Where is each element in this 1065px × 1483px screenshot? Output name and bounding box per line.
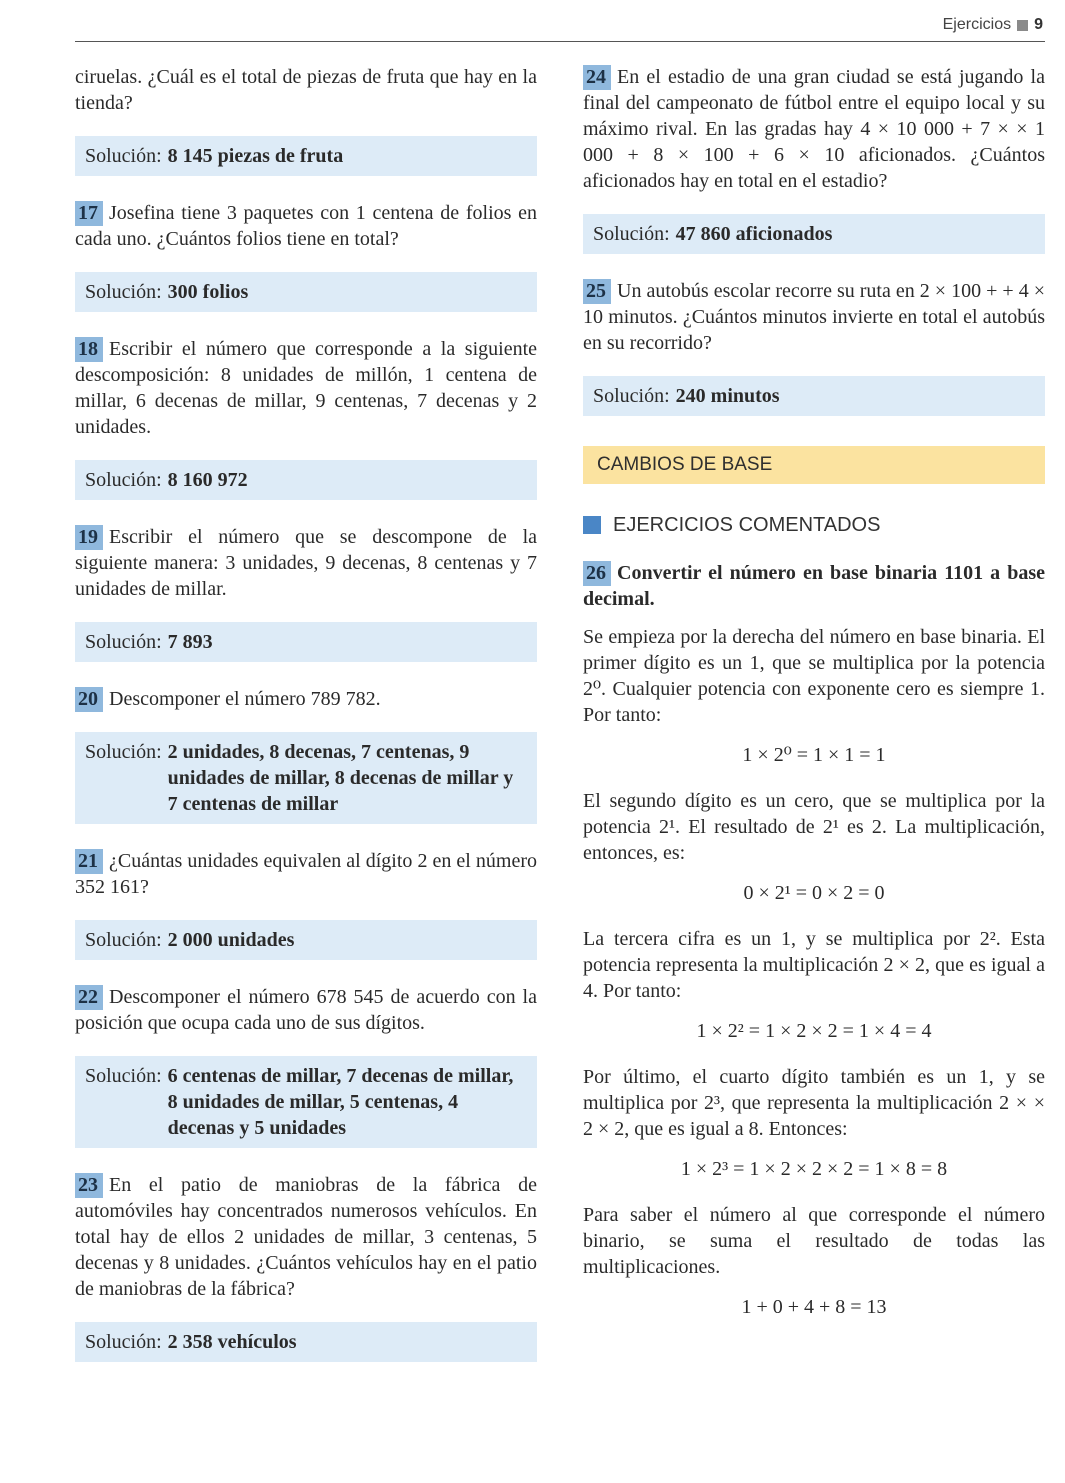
- exercise-number: 20: [75, 687, 103, 712]
- exercise-text: Descomponer el número 678 545 de acuerdo con la posición que ocupa cada uno de sus dígitos.: [75, 986, 537, 1034]
- header-rule: [75, 41, 1045, 42]
- solution-value: 7 893: [167, 631, 213, 653]
- formula: 1 + 0 + 4 + 8 = 13: [741, 1296, 887, 1318]
- solution-label: Solución:: [85, 469, 162, 491]
- subsection-title: EJERCICIOS COMENTADOS: [613, 514, 881, 536]
- exercise-number: 17: [75, 201, 103, 226]
- solution-label: Solución:: [85, 145, 162, 167]
- exercise-text: Un autobús escolar recorre su ruta en 2 × 100 + + 4 × 10 minutos. ¿Cuántos minutos invierte en total el autobús en su recorrido?: [583, 280, 1045, 354]
- solution-box: [75, 460, 537, 500]
- solution-box: [583, 214, 1045, 254]
- solution-box: [75, 920, 537, 960]
- formula: 1 × 2³ = 1 × 2 × 2 × 2 = 1 × 8 = 8: [680, 1158, 948, 1180]
- solution-label: Solución:: [85, 741, 162, 763]
- exercise-17: [75, 200, 537, 252]
- exercise-24: [583, 64, 1045, 194]
- exercise-19: [75, 524, 537, 602]
- formula: 1 × 2⁰ = 1 × 1 = 1: [742, 744, 886, 766]
- left-column: [75, 64, 537, 1386]
- exercise-20: [75, 686, 537, 712]
- running-head-section: Ejercicios: [942, 16, 1012, 33]
- exercise-number: 25: [583, 279, 611, 304]
- solution-label: Solución:: [85, 1331, 162, 1353]
- page-number: 9: [1034, 16, 1043, 33]
- exercise-23: [75, 1172, 537, 1302]
- exercise-number: 23: [75, 1173, 103, 1198]
- exercise-18: [75, 336, 537, 440]
- solution-box: [75, 1056, 537, 1148]
- section-title: CAMBIOS DE BASE: [583, 446, 1045, 484]
- square-icon: [1017, 20, 1028, 31]
- exercise-25: [583, 278, 1045, 356]
- exercise-text: En el patio de maniobras de la fábrica de automóviles hay concentrados numerosos vehículos. En total hay de ellos 2 unidades de millar, 3 centenas, 5 decenas y 8 unidades. ¿Cuántos vehículos hay en el patio de maniobras de la fábrica?: [75, 1174, 537, 1300]
- solution-box: [75, 136, 537, 176]
- solution-value: 6 centenas de millar, 7 decenas de millar, 8 unidades de millar, 5 centenas, 4 decenas y 5 unidades: [167, 1065, 514, 1139]
- explanation-paragraph: Para saber el número al que corresponde el número binario, se suma el resultado de todas las multiplicaciones.: [583, 1204, 1045, 1278]
- exercise-number: 26: [583, 561, 611, 586]
- exercise-number: 21: [75, 849, 103, 874]
- exercise-21: [75, 848, 537, 900]
- solution-label: Solución:: [593, 223, 670, 245]
- solution-label: Solución:: [593, 385, 670, 407]
- right-column: [583, 64, 1045, 1340]
- exercise-number: 24: [583, 65, 611, 90]
- solution-value: 2 000 unidades: [167, 929, 295, 951]
- exercise-text: Convertir el número en base binaria 1101 a base decimal.: [583, 562, 1045, 610]
- solution-label: Solución:: [85, 1065, 162, 1087]
- exercise-text: Descomponer el número 789 782.: [109, 688, 381, 710]
- running-head: [943, 16, 1043, 34]
- solution-box: [75, 272, 537, 312]
- solution-box: [75, 732, 537, 824]
- exercise-number: 22: [75, 985, 103, 1010]
- explanation-paragraph: El segundo dígito es un cero, que se multiplica por la potencia 2¹. El resultado de 2¹ es 2. La multiplicación, entonces, es:: [583, 790, 1045, 864]
- exercise-number: 18: [75, 337, 103, 362]
- formula: 1 × 2² = 1 × 2 × 2 = 1 × 4 = 4: [696, 1020, 932, 1042]
- subsection-heading: [583, 512, 1045, 538]
- exercise-text: En el estadio de una gran ciudad se está jugando la final del campeonato de fútbol entre el equipo local y su máximo rival. En las gradas hay 4 × 10 000 + 7 × × 1 000 + 8 × 100 + 6 × 10 aficionados. ¿Cuántos aficionados hay en total en el estadio?: [583, 66, 1045, 192]
- solution-box: [75, 622, 537, 662]
- exercise-text: Escribir el número que corresponde a la siguiente descomposición: 8 unidades de millón, 1 centena de millar, 6 decenas de millar, 9 centenas, 7 decenas y 2 unidades.: [75, 338, 537, 438]
- exercise-text: Escribir el número que se descompone de la siguiente manera: 3 unidades, 9 decenas, 8 centenas y 7 unidades de millar.: [75, 526, 537, 600]
- exercise-number: 19: [75, 525, 103, 550]
- intro-text: ciruelas. ¿Cuál es el total de piezas de fruta que hay en la tienda?: [75, 66, 537, 114]
- solution-value: 240 minutos: [675, 385, 780, 407]
- solution-label: Solución:: [85, 631, 162, 653]
- exercise-text: ¿Cuántas unidades equivalen al dígito 2 en el número 352 161?: [75, 850, 537, 898]
- solution-label: Solución:: [85, 929, 162, 951]
- exercise-26: [583, 560, 1045, 612]
- formula: 0 × 2¹ = 0 × 2 = 0: [743, 882, 885, 904]
- solution-value: 8 145 piezas de fruta: [167, 145, 344, 167]
- solution-value: 300 folios: [167, 281, 249, 303]
- exercise-22: [75, 984, 537, 1036]
- solution-box: [583, 376, 1045, 416]
- square-bullet-icon: [583, 516, 601, 534]
- solution-value: 2 unidades, 8 decenas, 7 centenas, 9 unidades de millar, 8 decenas de millar y 7 centenas de millar: [167, 741, 514, 815]
- explanation-paragraph: La tercera cifra es un 1, y se multiplica por 2². Esta potencia representa la multiplicación 2 × 2, que es igual a 4. Por tanto:: [583, 928, 1045, 1002]
- solution-value: 2 358 vehículos: [167, 1331, 297, 1353]
- explanation-paragraph: Se empieza por la derecha del número en base binaria. El primer dígito es un 1, que se multiplica por la potencia 2⁰. Cualquier potencia con exponente cero es siempre 1. Por tanto:: [583, 626, 1045, 726]
- exercise-text: Josefina tiene 3 paquetes con 1 centena de folios en cada uno. ¿Cuántos folios tiene en total?: [75, 202, 537, 250]
- solution-value: 8 160 972: [167, 469, 248, 491]
- solution-label: Solución:: [85, 281, 162, 303]
- solution-value: 47 860 aficionados: [675, 223, 833, 245]
- solution-box: [75, 1322, 537, 1362]
- explanation-paragraph: Por último, el cuarto dígito también es un 1, y se multiplica por 2³, que representa la multiplicación 2 × × 2 × 2, que es igual a 8. Entonces:: [583, 1066, 1045, 1140]
